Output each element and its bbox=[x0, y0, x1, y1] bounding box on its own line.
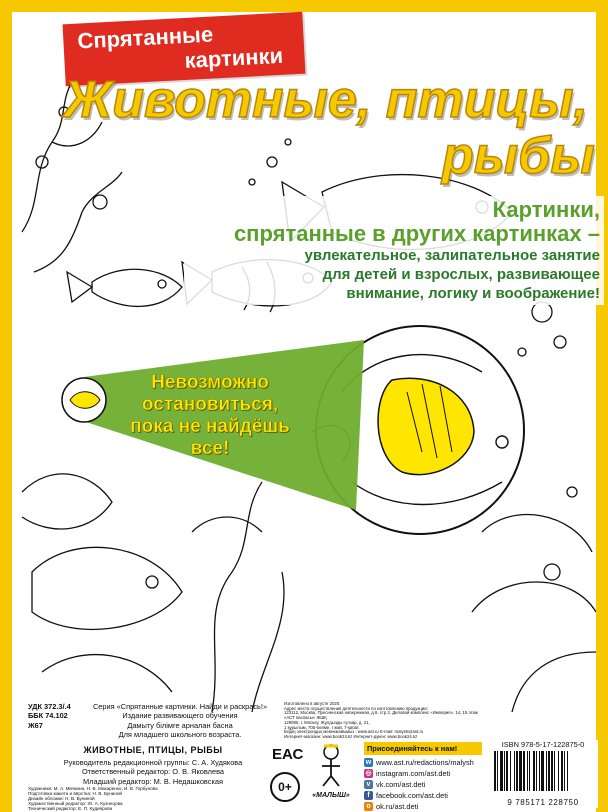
barcode-bar bbox=[533, 751, 535, 791]
udk-line: УДК 372.3/.4 bbox=[28, 702, 71, 711]
age-rating-badge: 0+ bbox=[270, 772, 300, 802]
series-info-line: Серия «Спрятанные картинки. Найди и раскрась!» bbox=[92, 702, 268, 711]
barcode-bar bbox=[497, 751, 498, 791]
barcode-bar bbox=[564, 751, 565, 791]
barcode-bar bbox=[523, 751, 525, 791]
barcode-bar bbox=[539, 751, 540, 791]
series-line-2: картинки bbox=[183, 42, 284, 73]
social-link[interactable] bbox=[364, 779, 482, 790]
promo-body-line: для детей и взрослых, развивающее bbox=[322, 266, 600, 283]
imprint-right-line: Адрес места осуществления деятельности по изготовлению продукции: bbox=[284, 706, 428, 711]
barcode-bar bbox=[494, 751, 496, 791]
barcode-bar bbox=[510, 751, 511, 791]
slogan bbox=[120, 372, 300, 460]
credit-line: Руководитель редакционной группы: С. А. Худякова bbox=[63, 758, 243, 767]
publisher-logo-text: «МАЛЫШ» bbox=[312, 792, 350, 799]
role-line: Художественный редактор: Ю. А. Кузнецова bbox=[28, 801, 123, 806]
social-link-text: ok.ru/ast.deti bbox=[376, 802, 419, 811]
social-links bbox=[364, 742, 482, 812]
role-line: Подготовка макета и вёрстка: Н. В. Буниной bbox=[28, 791, 122, 796]
publisher-logo bbox=[306, 742, 356, 804]
barcode-bar bbox=[514, 751, 515, 791]
barcode-bar bbox=[504, 751, 505, 791]
slogan-line: пока не найдёшь bbox=[130, 416, 290, 437]
udk-line: ББК 74.102 bbox=[28, 711, 68, 721]
facebook-icon: f bbox=[364, 791, 373, 800]
series-line-1: Спрятанные bbox=[76, 21, 214, 54]
vk-icon: v bbox=[364, 780, 373, 789]
social-link[interactable] bbox=[364, 757, 482, 768]
imprint-credits bbox=[28, 758, 278, 786]
series-info-line: Дамыту білімге арналан басна bbox=[127, 720, 233, 730]
imprint-book-title: ЖИВОТНЫЕ, ПТИЦЫ, РЫБЫ bbox=[83, 745, 223, 755]
instagram-icon: ◎ bbox=[365, 770, 372, 777]
credit-line: Ответственный редактор: О. В. Яковлева bbox=[81, 767, 225, 777]
social-link-text: vk.com/ast.deti bbox=[376, 780, 426, 789]
ok-icon: o bbox=[364, 802, 373, 811]
slogan-line: Невозможно bbox=[151, 372, 269, 393]
imprint-roles bbox=[28, 786, 278, 811]
udk-line: Ж67 bbox=[28, 720, 43, 730]
publisher-logo-icon bbox=[316, 742, 346, 788]
cover-title-line-2: рыбы bbox=[442, 127, 595, 185]
barcode-bar bbox=[536, 751, 537, 791]
role-line: Дизайн обложки: Н. В. Буниной bbox=[28, 796, 95, 801]
barcode-bar bbox=[548, 751, 550, 791]
web-icon: w bbox=[365, 759, 372, 766]
eac-mark: ЕАС bbox=[272, 746, 304, 763]
imprint-right-line: Біздің электрондық мекенжайымыз : www.ast.ru E-mail: malysh@ast.ru bbox=[284, 730, 424, 735]
imprint-right-line: Изготовлено в августе 2020. bbox=[284, 702, 341, 706]
barcode-bar bbox=[527, 751, 528, 791]
promo-body-line: увлекательное, залипательное занятие bbox=[304, 247, 600, 264]
role-line: Технический редактор: Е. П. Кудиярова bbox=[28, 806, 113, 811]
imprint-right-line: Интернет-магазин: www.book24.kz Интернет-дүкен: www.book24.kz bbox=[284, 734, 418, 739]
barcode-bars bbox=[488, 749, 598, 793]
promo-heading-2: спрятанные в других картинках – bbox=[233, 221, 600, 246]
barcode-bar bbox=[561, 751, 563, 791]
series-info bbox=[80, 702, 280, 739]
slogan-line: все! bbox=[190, 438, 230, 459]
social-link-text: facebook.com/ast.deti bbox=[376, 791, 448, 800]
slogan-line: остановиться, bbox=[141, 394, 279, 415]
barcode-bar bbox=[554, 751, 555, 791]
join-us-label: Присоединяйтесь к нам! bbox=[364, 742, 482, 755]
cover-title-line-1: Животные, птицы, bbox=[64, 71, 588, 129]
promo-body-line: внимание, логику и воображение! bbox=[346, 285, 600, 302]
barcode-digits: 9 785171 228750 bbox=[507, 798, 579, 807]
barcode-bar bbox=[529, 751, 530, 791]
social-link[interactable] bbox=[364, 801, 482, 812]
barcode-bar bbox=[567, 751, 568, 791]
role-line: Художники: М. А. Мичкина, Н. В. Макаренко, И. В. Горбунова bbox=[28, 786, 158, 791]
imprint-right-line: «АСТ баспасы» ЖШҚ bbox=[284, 716, 327, 721]
barcode-bar bbox=[506, 751, 508, 791]
barcode-isbn: ISBN 978-5-17-122875-0 bbox=[501, 740, 585, 749]
imprint-right bbox=[284, 702, 584, 740]
series-info-line: Для младшего школьного возраста. bbox=[118, 729, 242, 739]
barcode-bar bbox=[500, 751, 503, 791]
barcode-block bbox=[488, 740, 598, 808]
imprint-right-line: 123112, Москва, Пресненская набережная, д.6, стр.2, Деловой комплекс «Империя», 14, 15 этаж bbox=[284, 711, 478, 716]
barcode-bar bbox=[519, 751, 522, 791]
imprint-right-line: 129085, г. Мәскеу, Жұлдызды гүлзар, д. 21, bbox=[284, 720, 370, 725]
imprint-right-line: 1 құрылым, 705-бөлме, I жай, 7-қабат. bbox=[284, 725, 360, 730]
promo-block bbox=[184, 196, 604, 305]
social-link[interactable] bbox=[364, 790, 482, 801]
barcode-bar bbox=[541, 751, 544, 791]
barcode-bar bbox=[546, 751, 547, 791]
barcode-bar bbox=[551, 751, 553, 791]
credit-line: Младший редактор: М. В. Недашковская bbox=[83, 776, 223, 786]
social-link-text: www.ast.ru/redactions/malysh bbox=[376, 758, 474, 767]
social-link[interactable] bbox=[364, 768, 482, 779]
barcode-bar bbox=[558, 751, 559, 791]
social-link-text: instagram.com/ast.deti bbox=[376, 769, 451, 778]
barcode-bar bbox=[516, 751, 518, 791]
series-info-line: Издание развивающего обучения bbox=[122, 711, 238, 721]
udk-block bbox=[28, 702, 71, 730]
promo-heading-1: Картинки, bbox=[492, 197, 600, 222]
